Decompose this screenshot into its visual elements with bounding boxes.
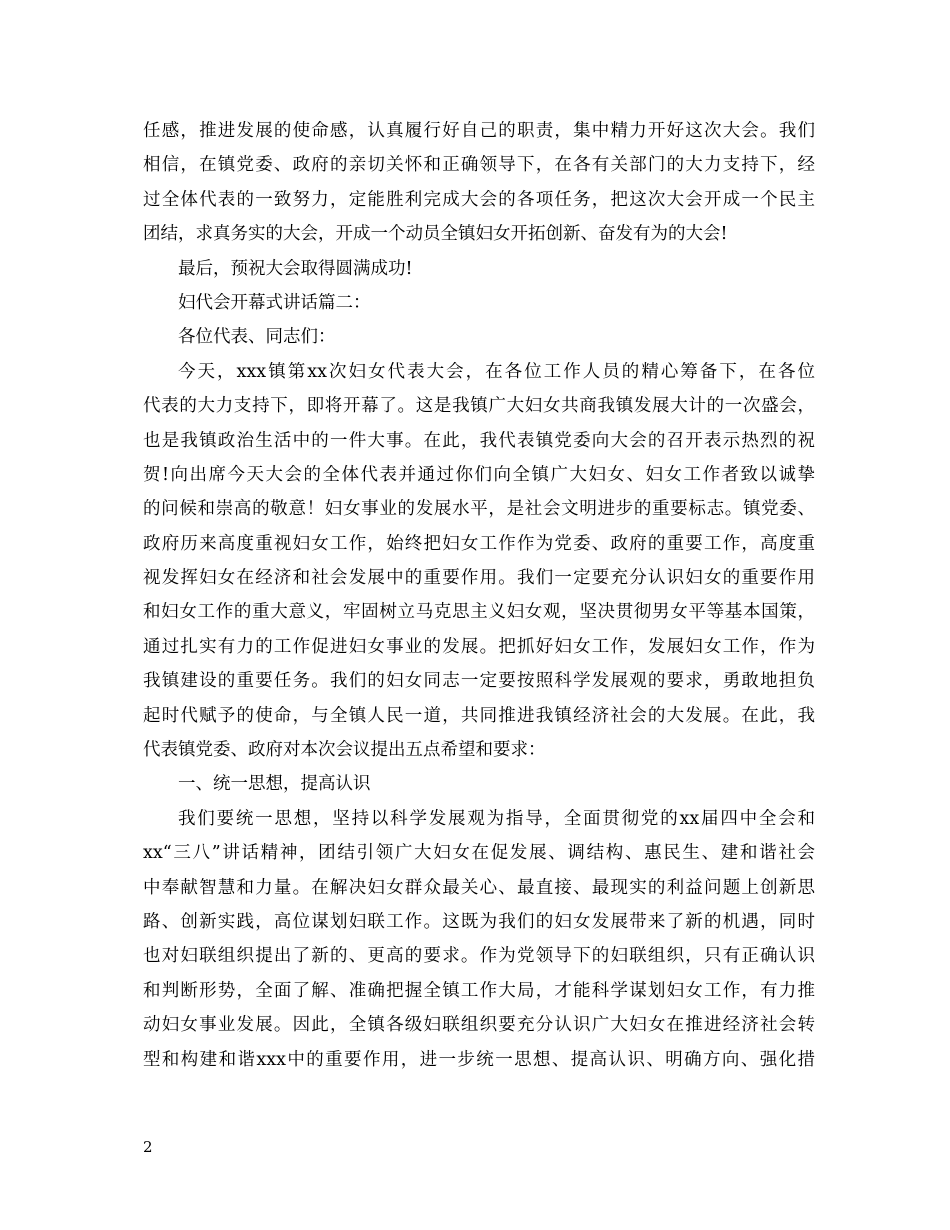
- text-line: 团结，求真务实的大会，开成一个动员全镇妇女开拓创新、奋发有为的大会!: [143, 224, 728, 245]
- text-line: 各位代表、同志们：: [178, 327, 336, 348]
- text-line: 通过扎实有力的工作促进妇女事业的发展。把抓好妇女工作，发展妇女工作，作为: [143, 636, 815, 657]
- text-line: 的问候和崇高的敬意！妇女事业的发展水平，是社会文明进步的重要标志。镇党委、: [143, 499, 815, 520]
- text-line: 也对妇联组织提出了新的、更高的要求。作为党领导下的妇联组织，只有正确认识: [143, 946, 815, 967]
- text-line: 也是我镇政治生活中的一件大事。在此，我代表镇党委向大会的召开表示热烈的祝: [143, 430, 815, 451]
- text-line: 起时代赋予的使命，与全镇人民一道，共同推进我镇经济社会的大发展。在此，我: [143, 705, 815, 726]
- text-line: 中奉献智慧和力量。在解决妇女群众最关心、最直接、最现实的利益问题上创新思: [143, 877, 815, 898]
- paragraph-closing-duty: [143, 114, 815, 252]
- document-body: [143, 114, 815, 1077]
- page-number: 2: [143, 1138, 153, 1156]
- text-line: 最后，预祝大会取得圆满成功!: [178, 258, 413, 279]
- text-line: 贺!向出席今天大会的全体代表并通过你们向全镇广大妇女、妇女工作者致以诚挚: [143, 464, 815, 485]
- heading-point-one: [143, 767, 815, 801]
- text-line: 和妇女工作的重大意义，牢固树立马克思主义妇女观，坚决贯彻男女平等基本国策，: [143, 602, 815, 623]
- text-line: 路、创新实践，高位谋划妇联工作。这既为我们的妇女发展带来了新的机遇，同时: [143, 911, 815, 932]
- text-line: 型和构建和谐xxx中的重要作用，进一步统一思想、提高认识、明确方向、强化措: [143, 1049, 815, 1070]
- text-line: 一、统一思想，提高认识: [178, 774, 371, 795]
- section-title-part-two: [143, 286, 815, 320]
- text-line: 妇代会开幕式讲话篇二：: [178, 292, 371, 313]
- paragraph-salutation: [143, 320, 815, 354]
- text-line: 政府历来高度重视妇女工作，始终把妇女工作作为党委、政府的重要工作，高度重: [143, 533, 815, 554]
- text-line: xx“三八”讲话精神，团结引领广大妇女在促发展、调结构、惠民生、建和谐社会: [143, 843, 815, 864]
- text-line: 和判断形势，全面了解、准确把握全镇工作大局，才能科学谋划妇女工作，有力推: [143, 980, 815, 1001]
- text-line: 我镇建设的重要任务。我们的妇女同志一定要按照科学发展观的要求，勇敢地担负: [143, 671, 815, 692]
- text-line: 代表镇党委、政府对本次会议提出五点希望和要求：: [143, 740, 546, 761]
- paragraph-opening: [143, 355, 815, 768]
- text-line: 我们要统一思想，坚持以科学发展观为指导，全面贯彻党的xx届四中全会和: [178, 808, 815, 829]
- paragraph-wish: [143, 252, 815, 286]
- text-line: 视发挥妇女在经济和社会发展中的重要作用。我们一定要充分认识妇女的重要作用: [143, 568, 815, 589]
- text-line: 动妇女事业发展。因此，全镇各级妇联组织要充分认识广大妇女在推进经济社会转: [143, 1015, 815, 1036]
- text-line: 相信，在镇党委、政府的亲切关怀和正确领导下，在各有关部门的大力支持下，经: [143, 155, 815, 176]
- text-line: 过全体代表的一致努力，定能胜利完成大会的各项任务，把这次大会开成一个民主: [143, 189, 815, 210]
- text-line: 任感，推进发展的使命感，认真履行好自己的职责，集中精力开好这次大会。我们: [143, 121, 815, 141]
- paragraph-point-one: [143, 802, 815, 1077]
- text-line: 代表的大力支持下，即将开幕了。这是我镇广大妇女共商我镇发展大计的一次盛会，: [143, 396, 815, 417]
- text-line: 今天，xxx镇第xx次妇女代表大会，在各位工作人员的精心筹备下，在各位: [178, 361, 815, 382]
